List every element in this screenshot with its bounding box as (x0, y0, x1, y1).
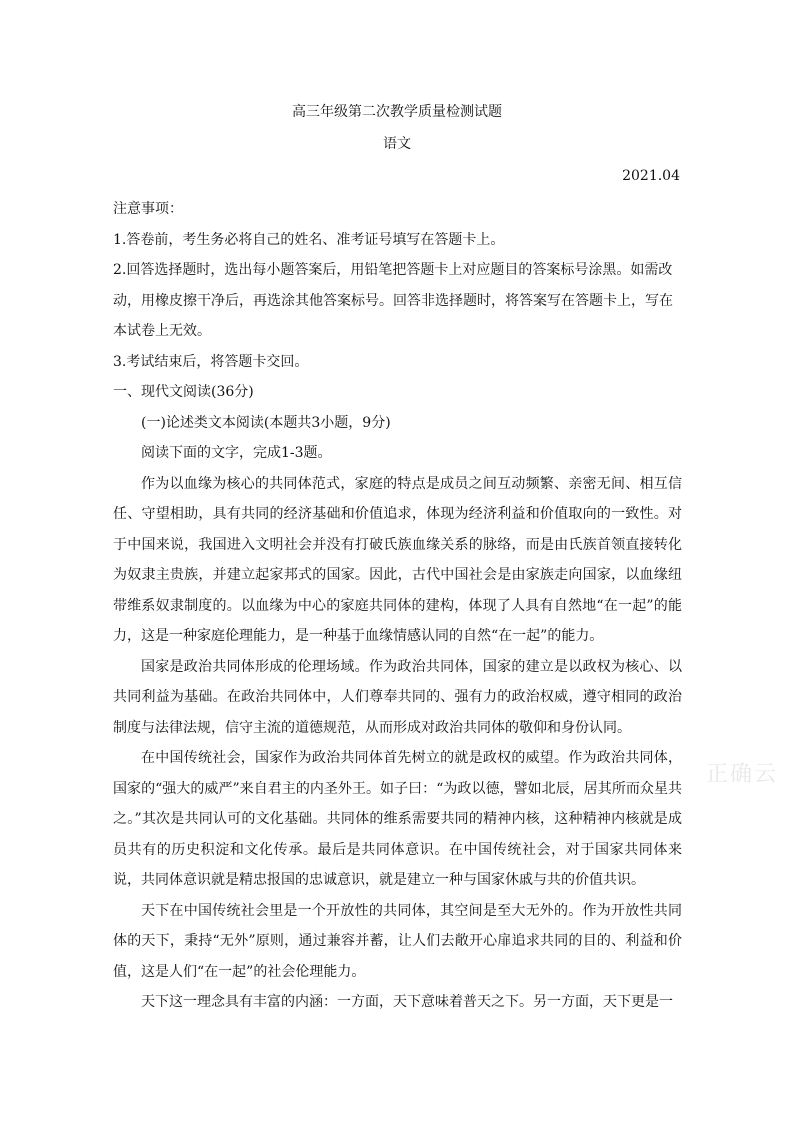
document-body (113, 194, 682, 1018)
notice-item-2: 2.回答选择题时，选出每小题答案后，用铅笔把答题卡上对应题目的答案标号涂黑。如需改动，用橡皮擦干净后，再选涂其他答案标号。回答非选择题时，将答案写在答题卡上，写在本试卷上无效。 (113, 262, 673, 339)
subject-title: 语文 (383, 136, 411, 152)
passage-paragraph: 天下这一理念具有丰富的内涵：一方面，天下意味着普天之下。另一方面，天下更是一 (141, 994, 673, 1010)
passage-paragraph: 在中国传统社会，国家作为政治共同体首先树立的就是政权的威望。作为政治共同体，国家的“强大的威严”来自君主的内圣外王。如子曰：“为政以德，譬如北辰，居其所而众星共之。”其次是共同认可的文化基础。共同体的维系需要共同的精神内核，这种精神内核就是成员共有的历史积淀和文化传承。最后是共同体意识。在中国传统社会，对于国家共同体来说，共同体意识就是精忠报国的忠诚意识，就是建立一种与国家休戚与共的价值共识。 (113, 750, 682, 888)
section-subheading: (一)论述类文本阅读(本题共3小题，9分) (141, 414, 391, 431)
passage-paragraph: 作为以血缘为核心的共同体范式，家庭的特点是成员之间互动频繁、亲密无间、相互信任、守望相助，具有共同的经济基础和价值追求，体现为经济利益和价值取向的一致性。对于中国来说，我国进入文明社会并没有打破氏族血缘关系的脉络，而是由氏族首领直接转化为奴隶主贵族，并建立起家邦式的国家。因此，古代中国社会是由家族走向国家，以血缘纽带维系奴隶制度的。以血缘为中心的家庭共同体的建构，体现了人具有自然地“在一起”的能力，这是一种家庭伦理能力，是一种基于血缘情感认同的自然“在一起”的能力。 (113, 475, 682, 644)
notice-item-1: 1.答卷前，考生务必将自己的姓名、准考证号填写在答题卡上。 (113, 231, 505, 248)
exam-date: 2021.04 (622, 168, 680, 184)
exam-title: 高三年级第二次教学质量检测试题 (292, 104, 502, 120)
passage-paragraph: 国家是政治共同体形成的伦理场域。作为政治共同体，国家的建立是以政权为核心、以共同利益为基础。在政治共同体中，人们尊奉共同的、强有力的政治权威，遵守相同的政治制度与法律法规，信守主流的道德规范，从而形成对政治共同体的敬仰和身份认同。 (113, 658, 682, 736)
notice-item-3: 3.考试结束后，将答题卡交回。 (113, 353, 309, 370)
notice-heading: 注意事项： (113, 201, 183, 217)
passage-paragraph: 天下在中国传统社会里是一个开放性的共同体，其空间是至大无外的。作为开放性共同体的天下，秉持“无外”原则，通过兼容并蓄，让人们去敞开心扉追求共同的目的、利益和价值，这是人们“在一起”的社会伦理能力。 (113, 902, 682, 980)
reading-instruction: 阅读下面的文字，完成1-3题。 (141, 445, 332, 461)
watermark: 正确云 (706, 762, 779, 787)
section-heading: 一、现代文阅读(36分) (113, 384, 254, 400)
